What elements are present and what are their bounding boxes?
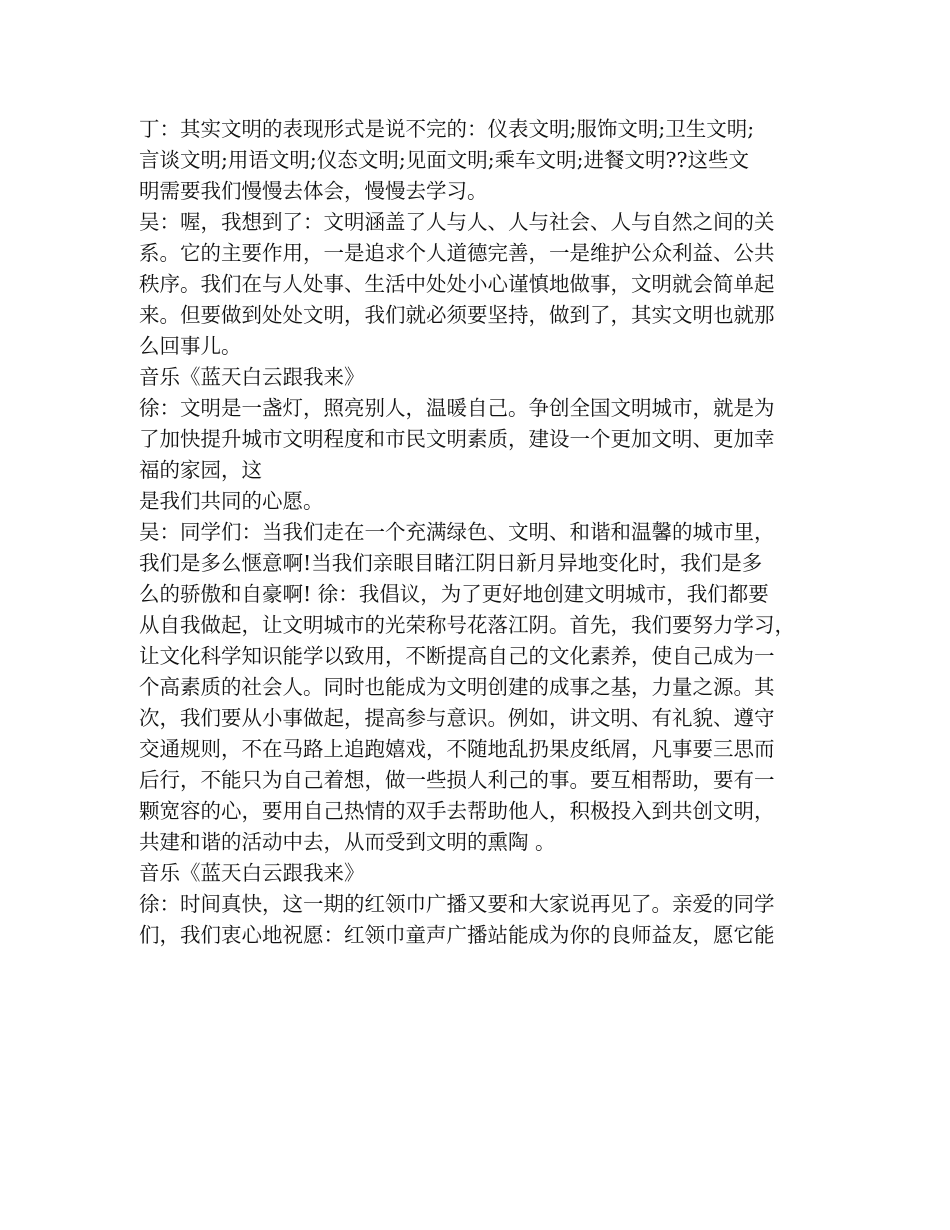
text-line: 来。但要做到处处文明，我们就必须要坚持，做到了，其实文明也就那	[139, 303, 775, 327]
text-line: 是我们共同的心愿。	[139, 489, 324, 513]
text-line: 徐：时间真快，这一期的红领巾广播又要和大家说再见了。亲爱的同学	[139, 892, 775, 916]
music-cue: 音乐《蓝天白云跟我来》	[139, 365, 365, 389]
text-line: 交通规则，不在马路上追跑嬉戏，不随地乱扔果皮纸屑，凡事要三思而	[139, 737, 775, 761]
text-line: 后行，不能只为自己着想，做一些损人利己的事。要互相帮助，要有一	[139, 768, 775, 792]
text-line: 么回事儿。	[139, 334, 242, 358]
text-line: 次，我们要从小事做起，提高参与意识。例如，讲文明、有礼貌、遵守	[139, 706, 775, 730]
text-line: 福的家园，这	[139, 458, 262, 482]
text-line: 明需要我们慢慢去体会，慢慢去学习。	[139, 179, 488, 203]
body-text	[139, 114, 829, 951]
text-line: 丁：其实文明的表现形式是说不完的：仪表文明;服饰文明;卫生文明;	[139, 117, 755, 141]
text-line: 让文化科学知识能学以致用，不断提高自己的文化素养，使自己成为一	[139, 644, 775, 668]
text-line: 秩序。我们在与人处事、生活中处处小心谨慎地做事，文明就会简单起	[139, 272, 775, 296]
text-line: 共建和谐的活动中去，从而受到文明的熏陶 。	[139, 830, 556, 854]
text-line: 徐：文明是一盏灯，照亮别人，温暖自己。争创全国文明城市，就是为	[139, 396, 775, 420]
music-cue: 音乐《蓝天白云跟我来》	[139, 861, 365, 885]
text-line: 个高素质的社会人。同时也能成为文明创建的成事之基，力量之源。其	[139, 675, 775, 699]
text-line: 们，我们衷心地祝愿：红领巾童声广播站能成为你的良师益友，愿它能	[139, 923, 775, 947]
text-line: 吴：喔，我想到了：文明涵盖了人与人、人与社会、人与自然之间的关	[139, 210, 775, 234]
text-line: 吴：同学们：当我们走在一个充满绿色、文明、和谐和温馨的城市里，	[139, 520, 775, 544]
text-line: 言谈文明;用语文明;仪态文明;见面文明;乘车文明;进餐文明??这些文	[139, 148, 750, 172]
text-line: 系。它的主要作用，一是追求个人道德完善，一是维护公众利益、公共	[139, 241, 775, 265]
text-line: 从自我做起，让文明城市的光荣称号花落江阴。首先，我们要努力学习，	[139, 613, 795, 637]
text-line: 我们是多么惬意啊!当我们亲眼目睹江阴日新月异地变化时，我们是多	[139, 551, 763, 575]
text-line: 了加快提升城市文明程度和市民文明素质，建设一个更加文明、更加幸	[139, 427, 775, 451]
text-line: 么的骄傲和自豪啊! 徐：我倡议，为了更好地创建文明城市，我们都要	[139, 582, 769, 606]
text-line: 颗宽容的心，要用自己热情的双手去帮助他人，积极投入到共创文明，	[139, 799, 775, 823]
